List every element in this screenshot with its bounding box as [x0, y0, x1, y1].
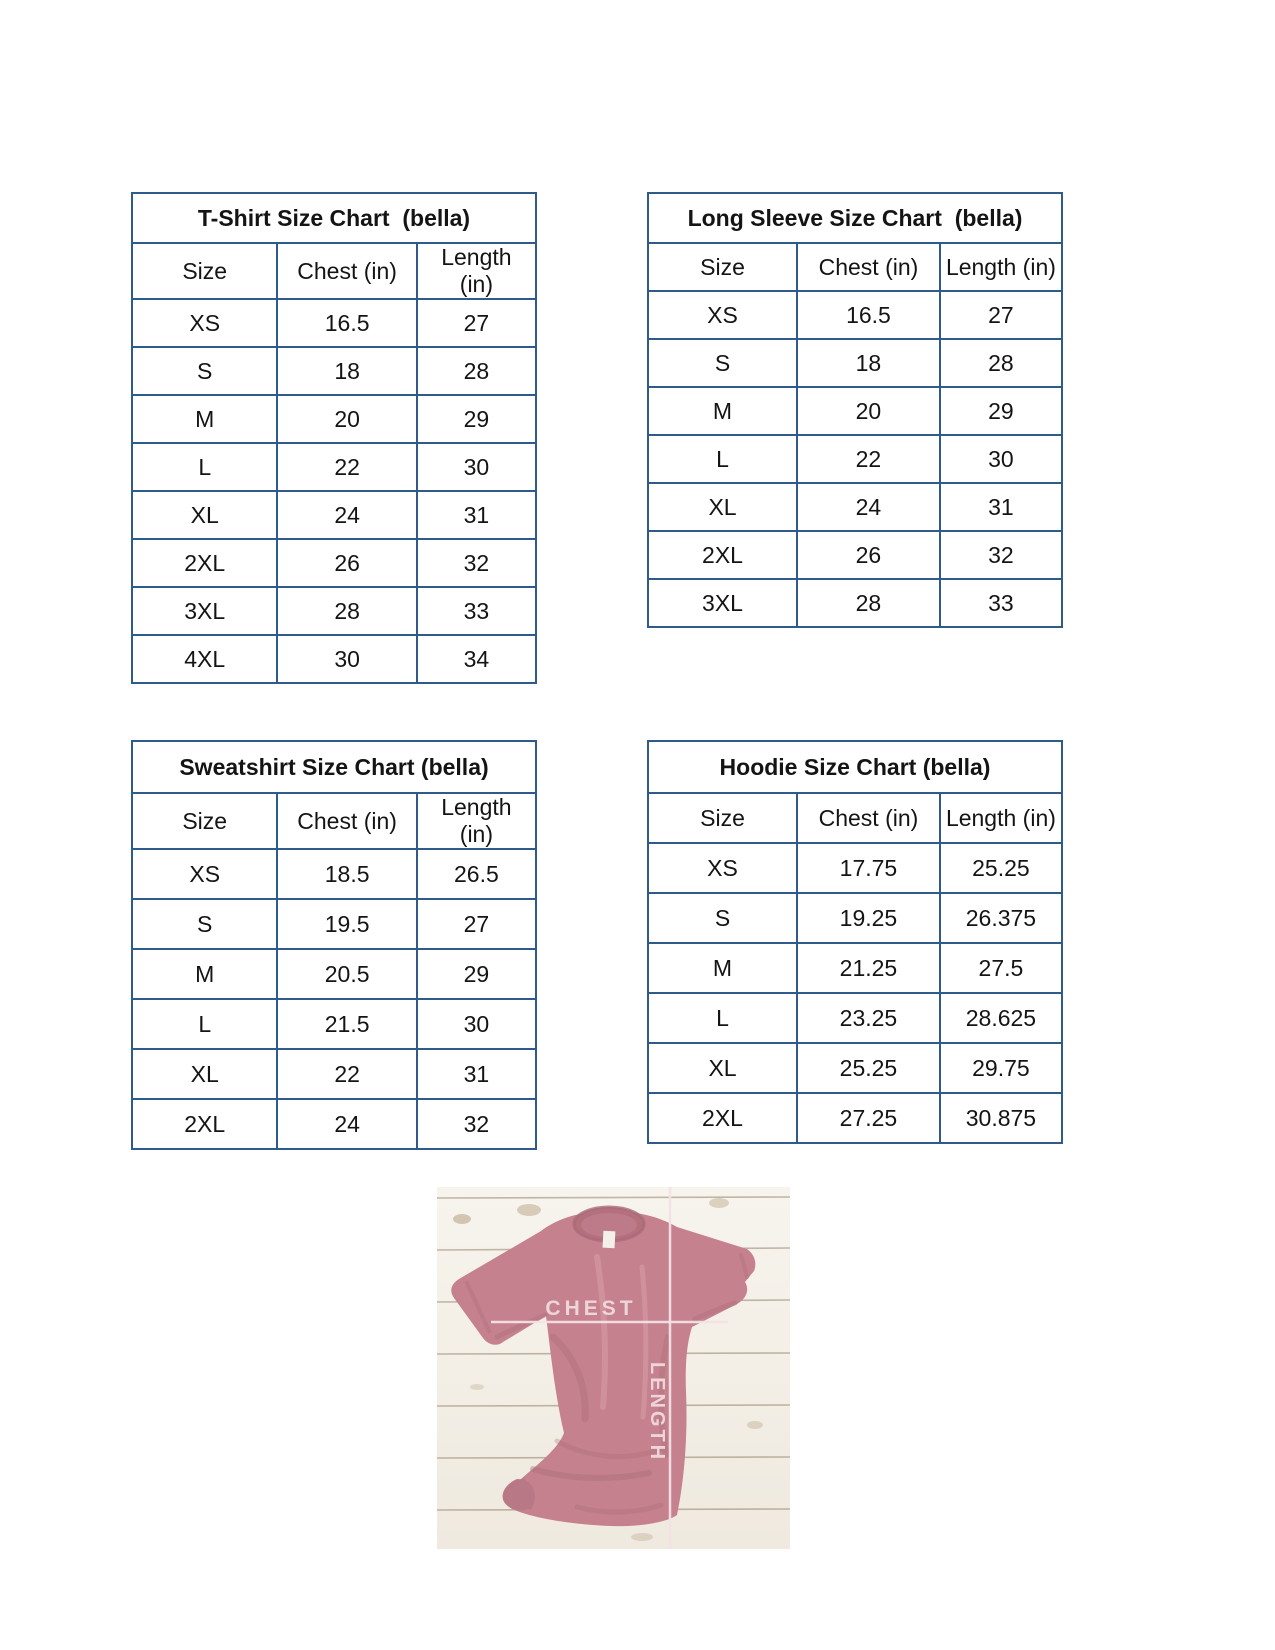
chest-cell: 22: [277, 443, 416, 491]
tshirt-size-row: [132, 491, 536, 539]
length-cell: 26.375: [940, 893, 1062, 943]
length-cell: 33: [940, 579, 1062, 627]
chest-cell: 20.5: [277, 949, 416, 999]
chest-cell: 26: [277, 539, 416, 587]
column-header-size: Size: [648, 793, 797, 843]
length-cell: 25.25: [940, 843, 1062, 893]
chest-cell: 17.75: [797, 843, 940, 893]
hoodie-size-row: [648, 1043, 1062, 1093]
size-cell: S: [648, 339, 797, 387]
sweatshirt-size-row: [132, 849, 536, 899]
length-cell: 31: [417, 1049, 536, 1099]
size-cell: 4XL: [132, 635, 277, 683]
hoodie-size-row: [648, 843, 1062, 893]
size-cell: XL: [648, 483, 797, 531]
chest-cell: 18: [797, 339, 940, 387]
length-cell: 27: [417, 899, 536, 949]
size-cell: XS: [132, 849, 277, 899]
chest-cell: 27.25: [797, 1093, 940, 1143]
column-header-length: Length (in): [417, 793, 536, 849]
length-cell: 29: [417, 395, 536, 443]
length-label: LENGTH: [646, 1361, 668, 1463]
chest-cell: 21.25: [797, 943, 940, 993]
size-cell: XS: [648, 291, 797, 339]
column-header-length: Length (in): [940, 243, 1062, 291]
tshirt-size-row: [132, 587, 536, 635]
longsleeve-size-row: [648, 435, 1062, 483]
column-header-length: Length (in): [417, 243, 536, 299]
longsleeve-size-row: [648, 579, 1062, 627]
chest-label: CHEST: [545, 1297, 637, 1320]
chest-cell: 16.5: [797, 291, 940, 339]
size-guide-photo: [437, 1187, 790, 1549]
tshirt-size-row: [132, 443, 536, 491]
column-header-size: Size: [648, 243, 797, 291]
size-cell: 3XL: [132, 587, 277, 635]
size-cell: M: [132, 395, 277, 443]
sweatshirt-size-row: [132, 949, 536, 999]
size-cell: XL: [132, 491, 277, 539]
sweatshirt-size-row: [132, 899, 536, 949]
column-header-size: Size: [132, 243, 277, 299]
hoodie-table-title: Hoodie Size Chart (bella): [648, 741, 1062, 793]
longsleeve-size-row: [648, 291, 1062, 339]
length-cell: 27: [417, 299, 536, 347]
chest-cell: 24: [797, 483, 940, 531]
length-cell: 30: [940, 435, 1062, 483]
longsleeve-size-row: [648, 387, 1062, 435]
column-header-length: Length (in): [940, 793, 1062, 843]
longsleeve-size-row: [648, 339, 1062, 387]
shirt-measurement-illustration: [437, 1187, 790, 1549]
size-cell: XL: [648, 1043, 797, 1093]
sweatshirt-size-row: [132, 1049, 536, 1099]
hoodie-size-row: [648, 1093, 1062, 1143]
tshirt-size-row: [132, 299, 536, 347]
size-cell: L: [132, 443, 277, 491]
column-header-chest: Chest (in): [797, 243, 940, 291]
length-cell: 28: [417, 347, 536, 395]
chest-cell: 16.5: [277, 299, 416, 347]
column-header-chest: Chest (in): [277, 243, 416, 299]
chest-cell: 21.5: [277, 999, 416, 1049]
chest-cell: 20: [797, 387, 940, 435]
chest-cell: 19.25: [797, 893, 940, 943]
chest-cell: 26: [797, 531, 940, 579]
length-cell: 30: [417, 443, 536, 491]
chest-cell: 22: [797, 435, 940, 483]
sweatshirt-size-row: [132, 1099, 536, 1149]
length-cell: 32: [940, 531, 1062, 579]
tshirt-size-row: [132, 395, 536, 443]
size-cell: 3XL: [648, 579, 797, 627]
chest-cell: 19.5: [277, 899, 416, 949]
length-cell: 28: [940, 339, 1062, 387]
hoodie-size-table: [647, 740, 1063, 1144]
length-cell: 29: [940, 387, 1062, 435]
sweatshirt-header-row: [132, 793, 536, 849]
size-cell: M: [648, 387, 797, 435]
chest-cell: 20: [277, 395, 416, 443]
long-sleeve-size-table: [647, 192, 1063, 628]
size-cell: S: [132, 899, 277, 949]
length-cell: 34: [417, 635, 536, 683]
chest-cell: 22: [277, 1049, 416, 1099]
size-cell: 2XL: [648, 1093, 797, 1143]
tshirt-size-row: [132, 635, 536, 683]
length-cell: 26.5: [417, 849, 536, 899]
size-cell: XL: [132, 1049, 277, 1099]
length-cell: 31: [417, 491, 536, 539]
longsleeve-table-title: Long Sleeve Size Chart (bella): [648, 193, 1062, 243]
longsleeve-header-row: [648, 243, 1062, 291]
chest-cell: 25.25: [797, 1043, 940, 1093]
length-cell: 32: [417, 539, 536, 587]
tshirt-table-title: T-Shirt Size Chart (bella): [132, 193, 536, 243]
column-header-chest: Chest (in): [277, 793, 416, 849]
size-cell: M: [132, 949, 277, 999]
hoodie-header-row: [648, 793, 1062, 843]
sweatshirt-size-row: [132, 999, 536, 1049]
length-cell: 29: [417, 949, 536, 999]
tshirt-size-row: [132, 539, 536, 587]
neck-tag: [603, 1231, 616, 1249]
length-cell: 29.75: [940, 1043, 1062, 1093]
chest-cell: 23.25: [797, 993, 940, 1043]
hoodie-size-row: [648, 943, 1062, 993]
length-cell: 30.875: [940, 1093, 1062, 1143]
length-cell: 27.5: [940, 943, 1062, 993]
chest-cell: 28: [277, 587, 416, 635]
column-header-chest: Chest (in): [797, 793, 940, 843]
column-header-size: Size: [132, 793, 277, 849]
size-cell: 2XL: [132, 539, 277, 587]
size-cell: 2XL: [648, 531, 797, 579]
length-cell: 28.625: [940, 993, 1062, 1043]
hoodie-size-row: [648, 993, 1062, 1043]
length-cell: 32: [417, 1099, 536, 1149]
tshirt-size-row: [132, 347, 536, 395]
chest-cell: 24: [277, 1099, 416, 1149]
longsleeve-size-row: [648, 531, 1062, 579]
length-cell: 27: [940, 291, 1062, 339]
hoodie-size-row: [648, 893, 1062, 943]
size-cell: 2XL: [132, 1099, 277, 1149]
length-cell: 30: [417, 999, 536, 1049]
tshirt-size-table: [131, 192, 537, 684]
size-cell: L: [132, 999, 277, 1049]
size-cell: XS: [132, 299, 277, 347]
chest-cell: 18.5: [277, 849, 416, 899]
sweatshirt-size-table: [131, 740, 537, 1150]
length-cell: 33: [417, 587, 536, 635]
size-cell: L: [648, 435, 797, 483]
sweatshirt-table-title: Sweatshirt Size Chart (bella): [132, 741, 536, 793]
size-cell: M: [648, 943, 797, 993]
size-cell: XS: [648, 843, 797, 893]
size-cell: L: [648, 993, 797, 1043]
tshirt-header-row: [132, 243, 536, 299]
longsleeve-size-row: [648, 483, 1062, 531]
length-cell: 31: [940, 483, 1062, 531]
chest-cell: 28: [797, 579, 940, 627]
size-cell: S: [132, 347, 277, 395]
size-cell: S: [648, 893, 797, 943]
chest-cell: 18: [277, 347, 416, 395]
chest-cell: 24: [277, 491, 416, 539]
chest-cell: 30: [277, 635, 416, 683]
